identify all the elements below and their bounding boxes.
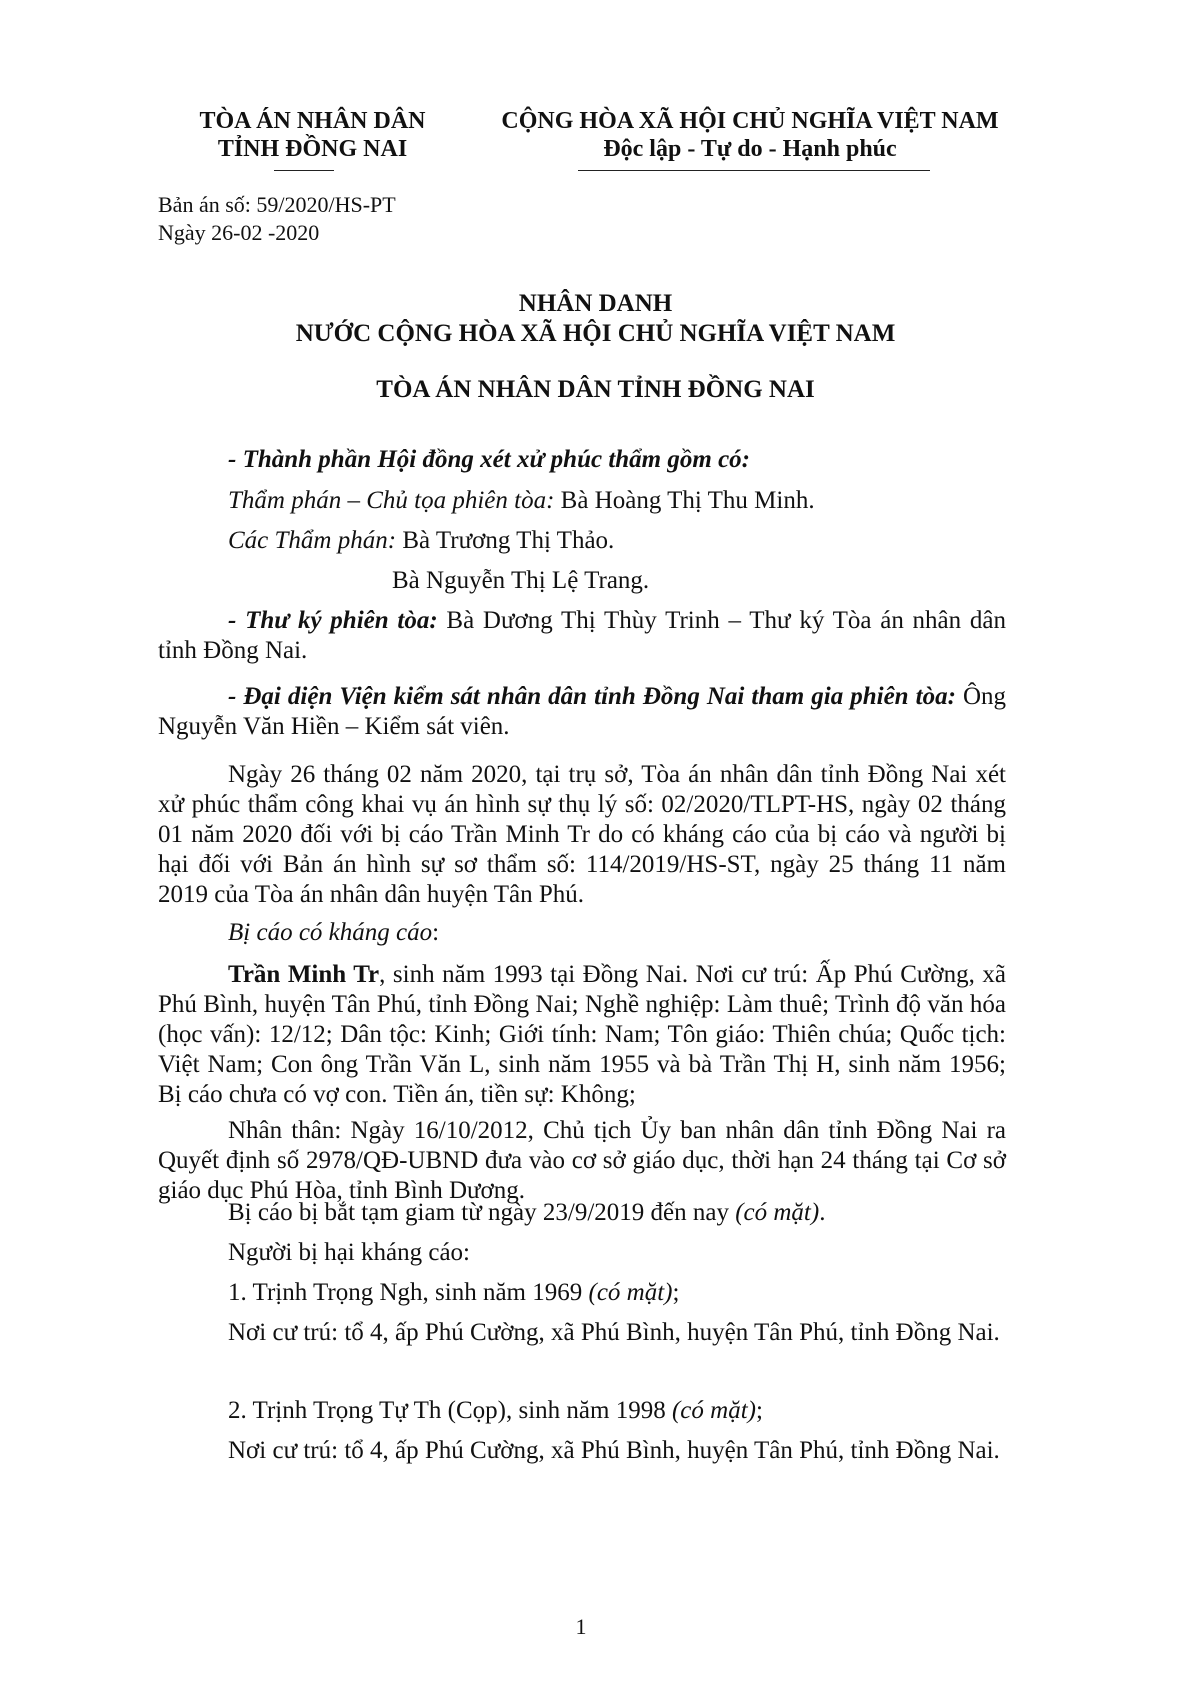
clerk-text: Bà Dương Thị Thùy Trinh – Thư ký Tòa án nhân dân tỉnh Đồng Nai. — [158, 607, 1006, 664]
judges-line — [228, 526, 614, 556]
national-motto-line1: CỘNG HÒA XÃ HỘI CHỦ NGHĨA VIỆT NAM — [501, 108, 999, 134]
victim-2-name: 2. Trịnh Trọng Tự Th (Cọp), sinh năm 1998 — [228, 1397, 672, 1424]
victim-1-end: ; — [672, 1279, 680, 1306]
court-name-line2: TỈNH ĐỒNG NAI — [217, 136, 408, 162]
procuracy-label: - Đại diện Viện kiểm sát nhân dân tỉnh Đồng Nai tham gia phiên tòa: — [228, 683, 956, 710]
page-number: 1 — [575, 1614, 587, 1639]
detention-status: (có mặt) — [735, 1199, 820, 1226]
presiding-judge-line — [228, 486, 815, 516]
victim-1-name: 1. Trịnh Trọng Ngh, sinh năm 1969 — [228, 1279, 589, 1306]
victim-1-line — [228, 1278, 679, 1308]
detention-text: Bị cáo bị bắt tạm giam từ ngày 23/9/2019 đến nay — [228, 1199, 736, 1226]
victim-2-line — [228, 1396, 763, 1426]
left-header-underline — [274, 170, 334, 171]
title-court: TÒA ÁN NHÂN DÂN TỈNH ĐỒNG NAI — [376, 376, 815, 403]
defendant-details: , sinh năm 1993 tại Đồng Nai. Nơi cư trú: Ấp Phú Cường, xã Phú Bình, huyện Tân Phú, tỉnh Đồng Nai; Nghề nghiệp: Làm thuê; Trình độ văn hóa (học vấn): 12/12; Dân tộc: Kinh; Giới tính: Nam; Tôn giáo: Thiên chúa; Quốc tịch: Việt Nam; Con ông Trần Văn L, sinh năm 1955 và bà Trần Thị H, sinh năm 1956; Bị cáo chưa có vợ con. Tiền án, tiền sự: Không; — [158, 961, 1006, 1108]
judges-label: Các Thẩm phán: — [228, 527, 397, 554]
judge-1: Bà Trương Thị Thảo. — [396, 527, 615, 554]
case-date: Ngày 26-02 -2020 — [158, 220, 320, 245]
victim-2-residence: Nơi cư trú: tổ 4, ấp Phú Cường, xã Phú Bình, huyện Tân Phú, tỉnh Đồng Nai. — [228, 1437, 1000, 1464]
victims-heading: Người bị hại kháng cáo: — [228, 1239, 470, 1266]
judge-2: Bà Nguyễn Thị Lệ Trang. — [392, 567, 650, 594]
victim-2-end: ; — [755, 1397, 763, 1424]
procuracy-paragraph — [158, 682, 1006, 742]
defendant-paragraph — [158, 960, 1006, 1110]
presiding-judge-name: Bà Hoàng Thị Thu Minh. — [554, 487, 815, 514]
case-number: Bản án số: 59/2020/HS-PT — [158, 192, 396, 217]
title-in-the-name: NHÂN DANH — [518, 290, 673, 317]
detention-end: . — [819, 1199, 826, 1226]
clerk-paragraph — [158, 606, 1006, 666]
victim-1-status: (có mặt) — [588, 1279, 673, 1306]
hearing-paragraph: Ngày 26 tháng 02 năm 2020, tại trụ sở, Tòa án nhân dân tỉnh Đồng Nai xét xử phúc thẩm công khai vụ án hình sự thụ lý số: 02/2020/TLPT-HS, ngày 02 tháng 01 năm 2020 đối với bị cáo Trần Minh Tr do có kháng cáo của bị cáo và người bị hại đối với Bản án hình sự sơ thẩm số: 114/2019/HS-ST, ngày 25 tháng 11 năm 2019 của Tòa án nhân dân huyện Tân Phú. — [158, 761, 1006, 908]
appellant-heading — [228, 918, 439, 948]
panel-heading: - Thành phần Hội đồng xét xử phúc thẩm gồm có: — [228, 446, 750, 473]
appellant-heading-colon: : — [432, 919, 440, 946]
personal-history-paragraph: Nhân thân: Ngày 16/10/2012, Chủ tịch Ủy ban nhân dân tỉnh Đồng Nai ra Quyết định số 2978/QĐ-UBND đưa vào cơ sở giáo dục, thời hạn 24 tháng tại Cơ sở giáo dục Phú Hòa, tỉnh Bình Dương. — [158, 1117, 1006, 1204]
presiding-judge-label: Thẩm phán – Chủ tọa phiên tòa: — [228, 487, 555, 514]
defendant-name: Trần Minh Tr — [228, 961, 380, 988]
right-header-underline — [578, 170, 930, 171]
clerk-label: - Thư ký phiên tòa: — [228, 607, 438, 634]
court-name-line1: TÒA ÁN NHÂN DÂN — [199, 108, 426, 134]
procuracy-text: Ông Nguyễn Văn Hiền – Kiểm sát viên. — [158, 683, 1007, 740]
national-motto-line2: Độc lập - Tự do - Hạnh phúc — [603, 136, 897, 162]
appellant-heading-text: Bị cáo có kháng cáo — [228, 919, 433, 946]
title-country: NƯỚC CỘNG HÒA XÃ HỘI CHỦ NGHĨA VIỆT NAM — [295, 320, 896, 347]
victim-1-residence: Nơi cư trú: tổ 4, ấp Phú Cường, xã Phú Bình, huyện Tân Phú, tỉnh Đồng Nai. — [228, 1319, 1000, 1346]
detention-line — [228, 1198, 825, 1228]
victim-2-status: (có mặt) — [671, 1397, 756, 1424]
